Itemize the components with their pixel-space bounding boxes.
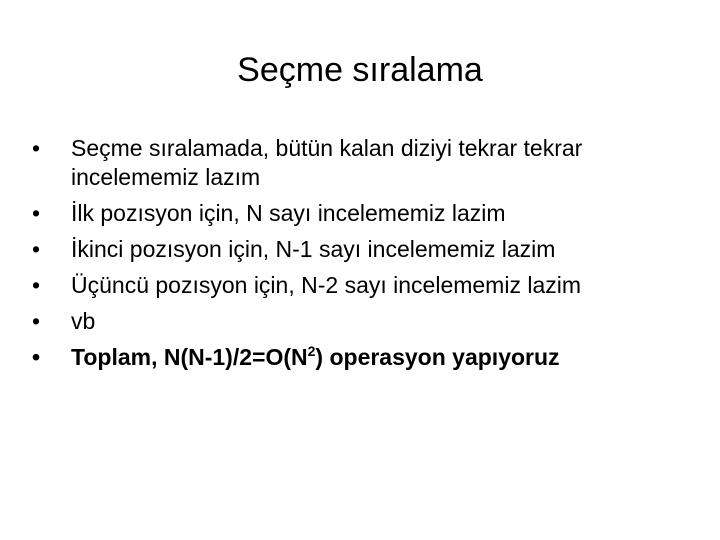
bullet-icon: • [31, 344, 41, 370]
bullet-icon: • [31, 135, 41, 161]
summary-superscript: 2 [307, 343, 316, 359]
bullet-icon: • [31, 308, 41, 334]
list-item [26, 199, 686, 228]
list-item [26, 235, 686, 264]
list-item [26, 307, 686, 336]
bullet-text: vb [71, 308, 96, 334]
list-item [26, 134, 686, 192]
bullet-text: Seçme sıralamada, bütün kalan diziyi tekrar tekrar incelememiz lazım [71, 135, 583, 190]
bullet-icon: • [31, 236, 41, 262]
bullet-list [26, 134, 686, 379]
bullet-text: İlk pozısyon için, N sayı incelememiz lazim [71, 200, 506, 226]
bullet-icon: • [31, 200, 41, 226]
list-item [26, 271, 686, 300]
bullet-text: Üçüncü pozısyon için, N-2 sayı incelememiz lazim [71, 272, 582, 298]
summary-suffix: ) operasyon yapıyoruz [315, 344, 560, 370]
summary-item [26, 343, 686, 372]
summary-prefix: Toplam, N(N-1)/2=O(N [71, 344, 308, 370]
bullet-text: İkinci pozısyon için, N-1 sayı incelememiz lazim [71, 236, 556, 262]
bullet-icon: • [31, 272, 41, 298]
slide-title: Seçme sıralama [237, 51, 483, 89]
